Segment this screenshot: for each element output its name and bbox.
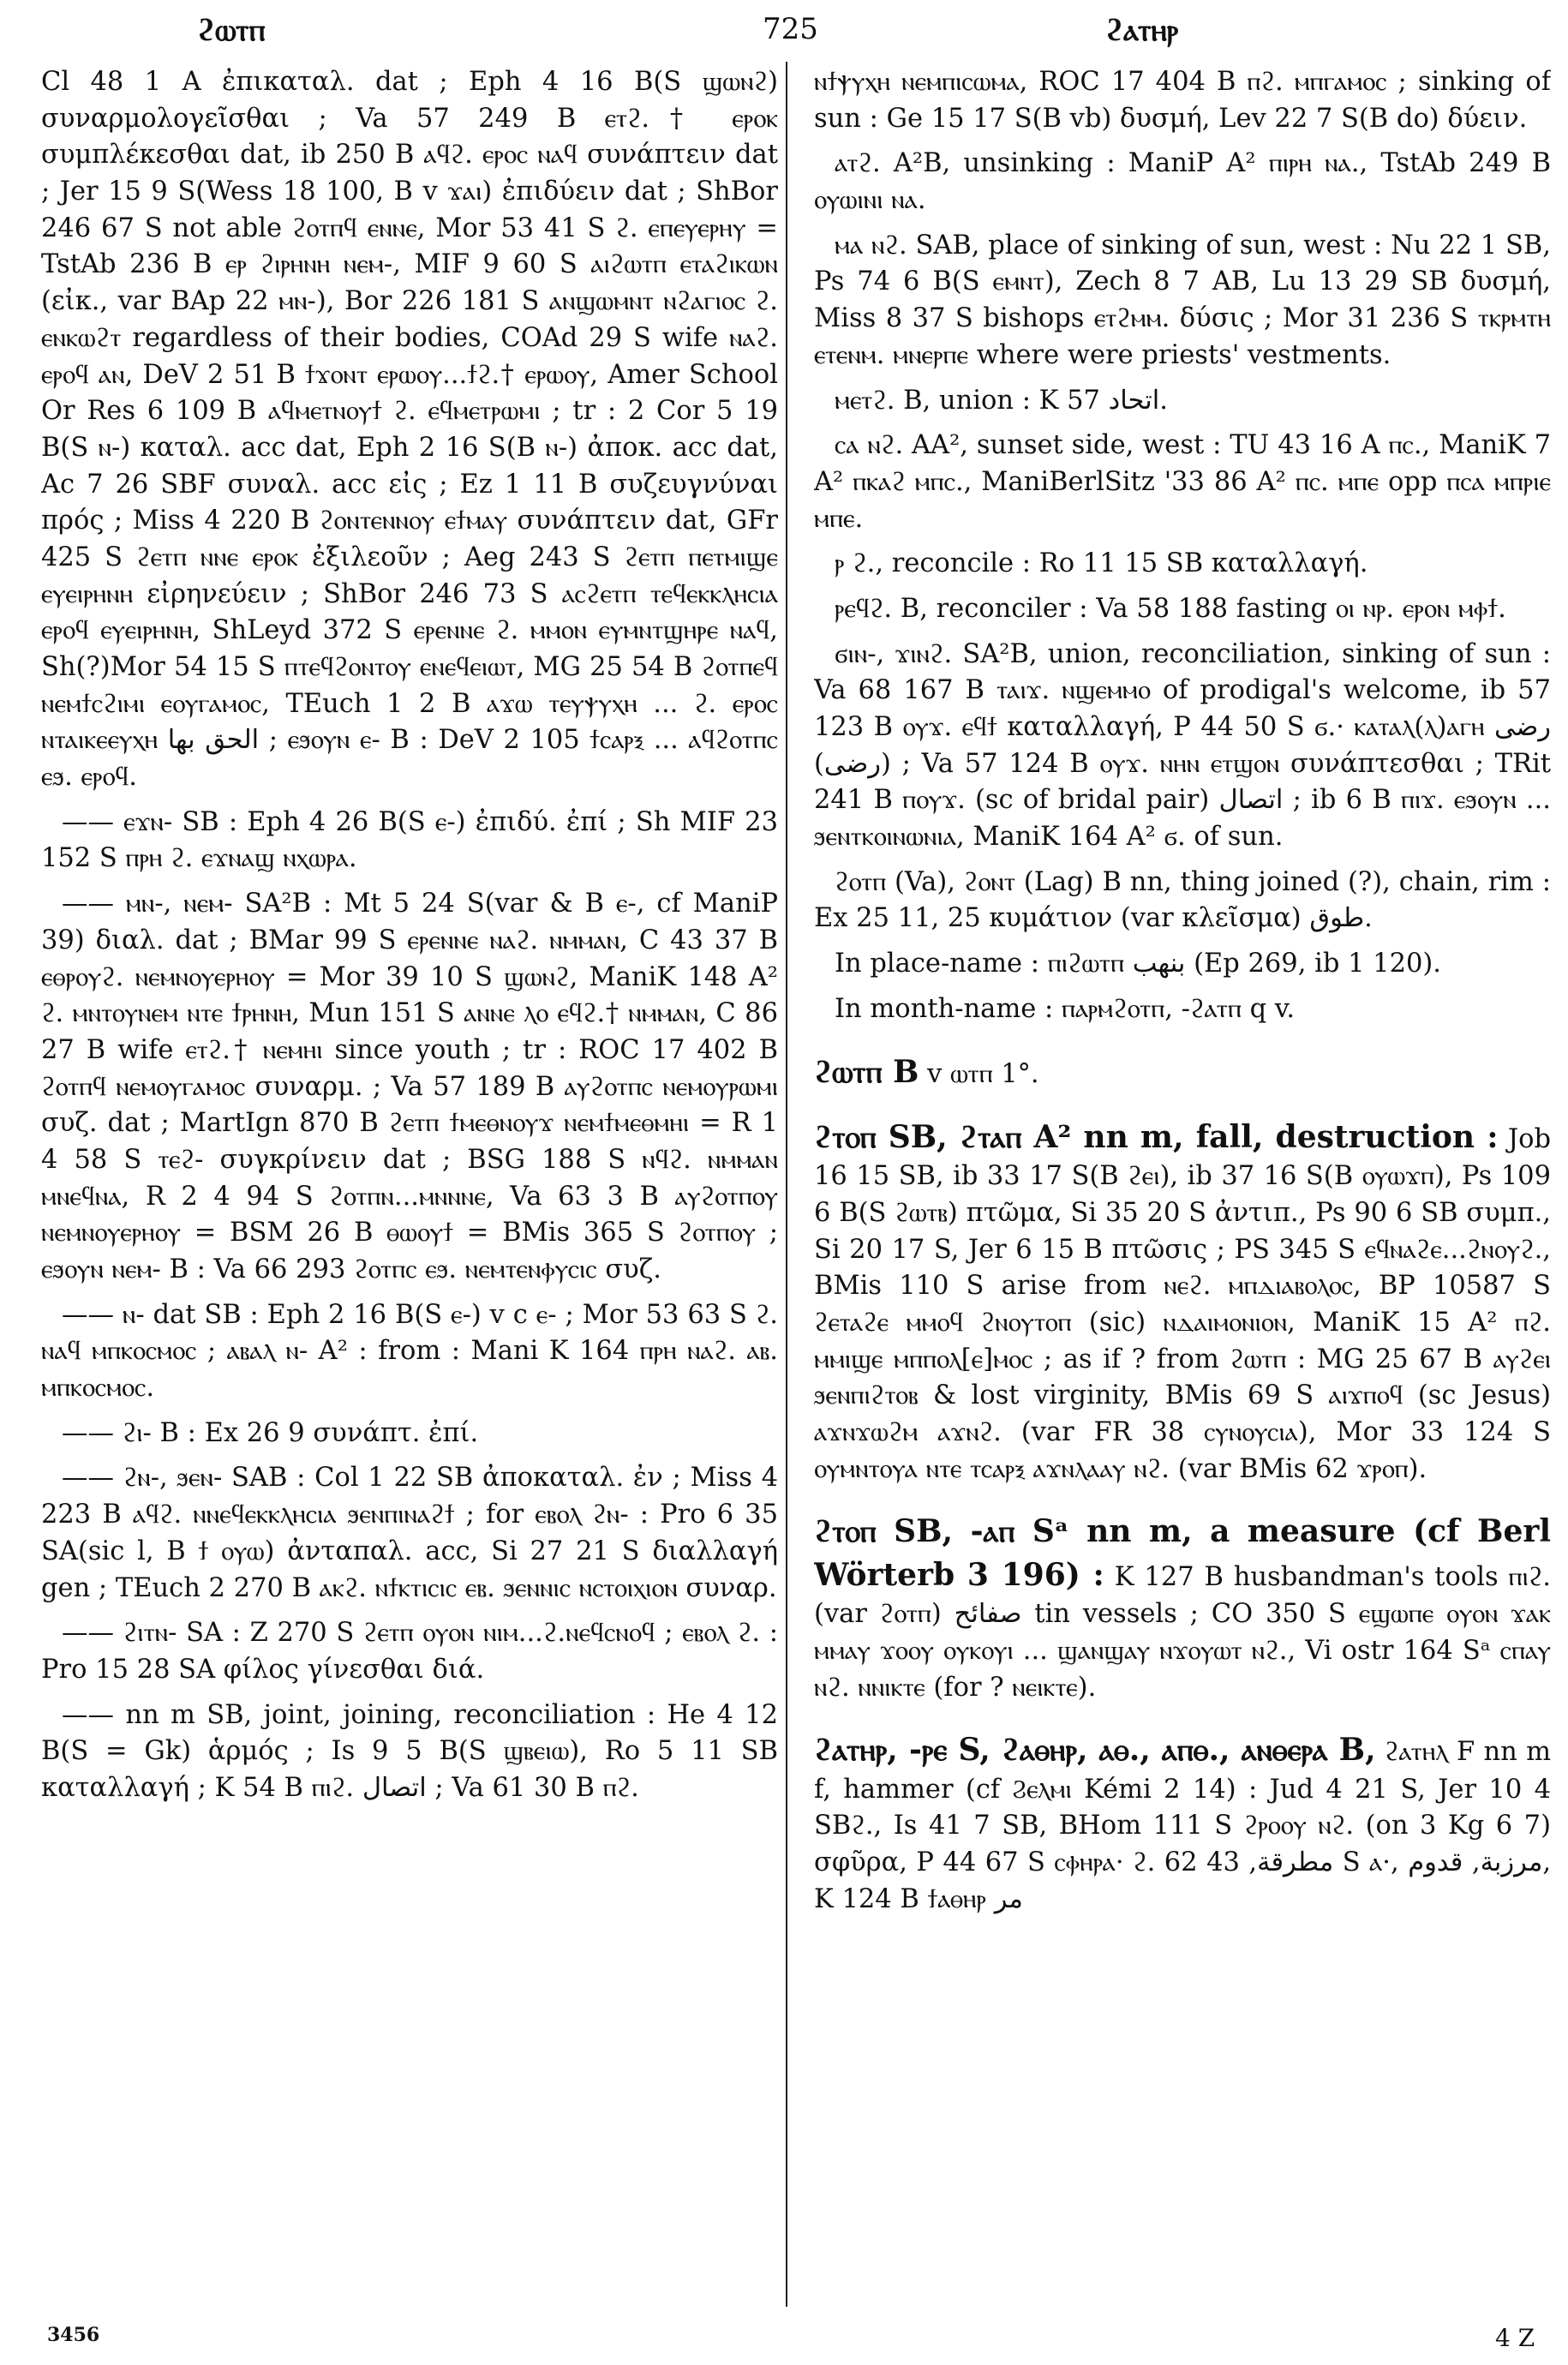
lemma-text: ϩⲁⲧⲏⲗ F nn m f, hammer (cf Ϩⲉⲗⲙⲓ Kémi 2 14) : Jud 4 21 S, Jer 10 4 SBϩ., Is 41 7 SB, BHom 111 S ϩⲣⲟⲟⲩ ⲛϩ. (on 3 Kg 6 7) σφῦρα, P 44 67 S ⲥⲫⲏⲣⲁ· ϩ. مطرقة, 43 62 S ⲁ·, مرزبة, قدوم, K 124 B ϯⲁⲑⲏⲣ مر	[814, 1737, 1551, 1914]
entry-paragraph: ϩⲟⲧⲡ (Va), ϩⲟⲛⲧ (Lag) B nn, thing joined (?), chain, rim : Ex 25 11, 25 κυμάτιον (var κλεῖσμα) طوق.	[814, 866, 1551, 934]
running-head-right: ϩⲁⲧⲏⲣ	[1105, 12, 1179, 48]
footer-signature-mark: 4 Z	[1495, 2324, 1535, 2352]
entry-paragraph: —— ⲛ- dat SB : Eph 2 16 B(S ⲉ-) v c ⲉ- ; Mor 53 63 S ϩ. ⲛⲁϥ ⲙⲡⲕⲟⲥⲙⲟⲥ ; ⲁⲃⲁⲗ ⲛ- A² : from : Mani K 164 ⲡⲣⲏ ⲛⲁϩ. ⲁⲃ. ⲙⲡⲕⲟⲥⲙⲟⲥ.	[41, 1299, 778, 1404]
entry-paragraph: —— ⲉϫⲛ- SB : Eph 4 26 B(S ⲉ-) ἐπιδύ. ἐπί ; Sh MIF 23 152 S ⲡⲣⲏ ϩ. ⲉϫⲛⲁϣ ⲛⲭⲱⲣⲁ.	[41, 806, 778, 874]
lemma-headword: ϩⲧⲟⲡ SB, ϩⲧⲁⲡ A² nn m, fall, destruction :	[814, 1118, 1499, 1155]
entry-paragraph: Cl 48 1 A ἐπικαταλ. dat ; Eph 4 16 B(S ϣⲱⲛϩ) συναρμολογεῖσθαι ; Va 57 249 B ⲉⲧϩ.† ⲉⲣⲟⲕ συμπλέκεσθαι dat, ib 250 B ⲁϥϩ. ⲉⲣⲟⲥ ⲛⲁϥ συνάπτειν dat ; Jer 15 9 S(Wess 18 100, B v ϫⲁⲓ) ἐπιδύειν dat ; ShBor 246 67 S not able ϩⲟⲧⲡϥ ⲉⲛⲛⲉ, Mor 53 41 S ϩ. ⲉⲡⲉⲩⲉⲣⲏⲩ = TstAb 236 B ⲉⲣ ϩⲓⲣⲏⲛⲏ ⲛⲉⲙ-, MIF 9 60 S ⲁⲓϩⲱⲧⲡ ⲉⲧⲁϩⲓⲕⲱⲛ (εἰκ., var BAp 22 ⲙⲛ-), Bor 226 181 S ⲁⲛϣⲱⲙⲛⲧ ⲛϩⲁⲅⲓⲟⲥ ϩ. ⲉⲛⲕⲱϩⲧ regardless of their bodies, COAd 29 S wife ⲛⲁϩ. ⲉⲣⲟϥ ⲁⲛ, DeV 2 51 B ϯϫⲟⲛⲧ ⲉⲣⲱⲟⲩ...ϯϩ.† ⲉⲣⲱⲟⲩ, Amer School Or Res 6 109 B ⲁϥⲙⲉⲧⲛⲟⲩϯ ϩ. ⲉϥⲙⲉⲧⲣⲱⲙⲓ ; tr : 2 Cor 5 19 B(S ⲛ-) καταλ. acc dat, Eph 2 16 S(B ⲛ-) ἀποκ. acc dat, Ac 7 26 SBF συναλ. acc εἰς ; Ez 1 11 B συζευγνύναι πρός ; Miss 4 220 B ϩⲟⲛⲧⲉⲛⲛⲟⲩ ⲉϯⲙⲁⲩ συνάπτειν dat, GFr 425 S ϩⲉⲧⲡ ⲛⲛⲉ ⲉⲣⲟⲕ ἐξιλεοῦν ; Aeg 243 S ϩⲉⲧⲡ ⲡⲉⲧⲙⲓϣⲉ ⲉⲩⲉⲓⲣⲏⲛⲏ εἰρηνεύειν ; ShBor 246 73 S ⲁⲥϩⲉⲧⲡ ⲧⲉϥⲉⲕⲕⲗⲏⲥⲓⲁ ⲉⲣⲟϥ ⲉⲩⲉⲓⲣⲏⲛⲏ, ShLeyd 372 S ⲉⲣⲉⲛⲛⲉ ϩ. ⲙⲙⲟⲛ ⲉⲩⲙⲛⲧϣⲏⲣⲉ ⲛⲁϥ, Sh(?)Mor 54 15 S ⲡⲧⲉϥϩⲟⲛⲧⲟⲩ ⲉⲛⲉϥⲉⲓⲱⲧ, MG 25 54 B ϩⲟⲧⲡⲉϥ ⲛⲉⲙϯⲥϩⲓⲙⲓ ⲉⲟⲩⲅⲁⲙⲟⲥ, TEuch 1 2 B ⲁϫⲱ ⲧⲉⲩⲯⲩⲭⲏ ... ϩ. ⲉⲣⲟⲥ ⲛⲧⲁⲓⲕⲉⲉⲩⲭⲏ الحق بها ; ⲉϧⲟⲩⲛ ⲉ- B : DeV 2 105 ϯⲥⲁⲣⲝ ... ⲁϥϩⲟⲧⲡⲥ ⲉϧ. ⲉⲣⲟϥ.	[41, 67, 778, 793]
entry-paragraph: ϭⲓⲛ-, ϫⲓⲛϩ. SA²B, union, reconciliation, sinking of sun : Va 68 167 B ⲧⲁⲓϫ. ⲛϣⲉⲙⲙⲟ of prodigal's welcome, ib 57 123 B ⲟⲩϫ. ⲉϥϯ καταλλαγή, P 44 50 S ϭ.· ⲕⲁⲧⲁⲗ(ⲗ)ⲁⲅⲏ رضى (رضى) ; Va 57 124 B ⲟⲩϫ. ⲛⲏⲛ ⲉⲧϣⲟⲛ συνάπτεσθαι ; TRit 241 B ⲡⲟⲩϫ. (sc of bridal pair) اتصال ; ib 6 B ⲡⲓϫ. ⲉϧⲟⲩⲛ ... ϧⲉⲛⲧⲕⲟⲓⲛⲱⲛⲓⲁ, ManiK 164 A² ϭ. of sun.	[814, 638, 1551, 853]
right-column	[814, 64, 1551, 2292]
entry-paragraph: —— ϩⲓ- B : Ex 26 9 συνάπτ. ἐπί.	[62, 1417, 479, 1448]
lemma-text: Job 16 15 SB, ib 33 17 S(B ϩⲉⲓ), ib 37 16 S(B ⲟⲩⲱϫⲡ), Ps 109 6 B(S ϩⲱⲧⲃ) πτῶμα, Si 35 20 S ἀντιπ., Ps 90 6 SB συμπ., Si 20 17 S, Jer 6 15 B πτῶσις ; PS 345 S ⲉϥⲛⲁϩⲉ...ϩⲛⲟⲩϩ., BMis 110 S arise from ⲛⲉϩ. ⲙⲡⲇⲓⲁⲃⲟⲗⲟⲥ, BP 10587 S ϩⲉⲧⲁϩⲉ ⲙⲙⲟϥ ϩⲛⲟⲩⲧⲟⲡ (sic) ⲛⲇⲁⲓⲙⲟⲛⲓⲟⲛ, ManiK 15 A² ⲡϩ. ⲙⲙⲓϣⲉ ⲙⲡⲡⲟⲗ[ⲉ]ⲙⲟⲥ ; as if ? from ϩⲱⲧⲡ : MG 25 67 B ⲁⲩϩⲉⲓ ϧⲉⲛⲡⲓϩⲧⲟⲃ & lost virginity, BMis 69 S ⲁⲓϫⲡⲟϥ (sc Jesus) ⲁϫⲛϫⲱϩⲙ ⲁϫⲛϩ. (var FR 38 ⲥⲩⲛⲟⲩⲥⲓⲁ), Mor 33 124 S ⲟⲩⲙⲛⲧⲟⲩⲁ ⲛⲧⲉ ⲧⲥⲁⲣⲝ ⲁϫⲛⲗⲁⲁⲩ ⲛϩ. (var BMis 62 ϫⲣⲟⲡ).	[814, 1123, 1551, 1484]
left-column	[41, 64, 778, 2292]
entry-paragraph: In place-name : ⲡⲓϩⲱⲧⲡ بنهب (Ep 269, ib 1 120).	[835, 949, 1441, 979]
lemma-hotp-b	[814, 1051, 1551, 1093]
page-number: 725	[763, 12, 818, 46]
entry-paragraph: —— ϩⲛ-, ϧⲉⲛ- SAB : Col 1 22 SB ἀποκαταλ. ἐν ; Miss 4 223 B ⲁϥϩ. ⲛⲛⲉϥⲉⲕⲕⲗⲏⲥⲓⲁ ϧⲉⲛⲡⲓⲛⲁϩϯ ; for ⲉⲃⲟⲗ ϩⲛ- : Pro 6 35 SA(sic l, B ϯ ⲟⲩⲱ) ἀνταπαλ. acc, Si 27 21 S διαλλαγή gen ; TEuch 2 270 B ⲁⲕϩ. ⲛϯⲕⲧⲓⲥⲓⲥ ⲉⲃ. ϧⲉⲛⲛⲓⲥ ⲛⲥⲧⲟⲓⲭⲓⲟⲛ συναρ.	[41, 1463, 778, 1603]
entry-paragraph: ⲙⲁ ⲛϩ. SAB, place of sinking of sun, west : Nu 22 1 SB, Ps 74 6 B(S ⲉⲙⲛⲧ), Zech 8 7 AB, Lu 13 29 SB δυσμή, Miss 8 37 S bishops ⲉⲧϩⲙⲙ. δύσις ; Mor 31 236 S ⲧⲕⲣⲙⲧⲏ ⲉⲧⲉⲛⲙ. ⲙⲛⲉⲣⲡⲉ where were priests' vestments.	[814, 230, 1551, 370]
lemma-htop	[814, 1116, 1551, 1488]
lemma-headword: ϩⲁⲧⲏⲣ, -ⲣⲉ S, ϩⲁⲑⲏⲣ, ⲁⲑ., ⲁⲡⲑ., ⲁⲛⲑⲉⲣⲁ B,	[814, 1732, 1376, 1769]
entry-paragraph: ⲁⲧϩ. A²B, unsinking : ManiP A² ⲡⲓⲣⲏ ⲛⲁ., TstAb 249 B ⲟⲩⲱⲓⲛⲓ ⲛⲁ.	[814, 148, 1551, 216]
entry-paragraph: ⲛϯⲯⲩⲭⲏ ⲛⲉⲙⲡⲓⲥⲱⲙⲁ, ROC 17 404 B ⲡϩ. ⲙⲡⲅⲁⲙⲟⲥ ; sinking of sun : Ge 15 17 S(B vb) δυσμή, Lev 22 7 S(B do) δύειν.	[814, 67, 1551, 134]
lemma-text: v ⲱⲧⲡ 1°.	[927, 1058, 1039, 1089]
entry-paragraph: ⲣⲉϥϩ. B, reconciler : Va 58 188 fasting ⲟⲓ ⲛⲣ. ⲉⲣⲟⲛ ⲙⲫϯ.	[835, 593, 1506, 624]
lemma-hater	[814, 1728, 1551, 1918]
lemma-text: K 127 B husbandman's tools ⲡⲓϩ. (var ϩⲟⲧⲡ) صفائح tin vessels ; CO 350 S ⲉϣⲱⲡⲉ ⲟⲩⲟⲛ ϫⲁⲕ ⲙⲙⲁⲩ ϫⲟⲟⲩ ⲟⲩⲕⲟⲩⲓ ... ϣⲁⲛϣⲁⲩ ⲛϫⲟⲩⲱⲧ ⲛϩ., Vi ostr 164 Sᵃ ⲥⲡⲁⲩ ⲛϩ. ⲛⲛⲓⲕⲧⲉ (for ? ⲛⲉⲓⲕⲧⲉ).	[814, 1561, 1551, 1703]
column-divider	[786, 62, 787, 2307]
running-head-left: ϩⲱⲧⲡ	[197, 12, 266, 48]
lemma-htop-measure	[814, 1510, 1551, 1706]
entry-paragraph: ⲣ ϩ., reconcile : Ro 11 15 SB καταλλαγή.	[835, 548, 1368, 579]
lemma-headword: ϩⲱⲧⲡ B	[814, 1053, 919, 1090]
entry-paragraph: In month-name : ⲡⲁⲣⲙϩⲟⲧⲡ, -ϩⲁⲧⲡ q v.	[835, 993, 1296, 1024]
entry-paragraph: ⲙⲉⲧϩ. B, union : K 57 اتحاد.	[835, 385, 1168, 416]
entry-paragraph: —— ⲙⲛ-, ⲛⲉⲙ- SA²B : Mt 5 24 S(var & B ⲉ-, cf ManiP 39) διαλ. dat ; BMar 99 S ⲉⲣⲉⲛⲛⲉ ⲛⲁϩ. ⲛⲙⲙⲁⲛ, C 43 37 B ⲉⲑⲣⲟⲩϩ. ⲛⲉⲙⲛⲟⲩⲉⲣⲏⲟⲩ = Mor 39 10 S ϣⲱⲛϩ, ManiK 148 A² ϩ. ⲙⲛⲧⲟⲩⲛⲉⲙ ⲛⲧⲉ ϯⲣⲏⲛⲏ, Mun 151 S ⲁⲛⲛⲉ ⲗⲟ ⲉϥϩ.† ⲛⲙⲙⲁⲛ, C 86 27 B wife ⲉⲧϩ.† ⲛⲉⲙⲏⲓ since youth ; tr : ROC 17 402 B ϩⲟⲧⲡϥ ⲛⲉⲙⲟⲩⲅⲁⲙⲟⲥ συναρμ. ; Va 57 189 B ⲁⲩϩⲟⲧⲡⲥ ⲛⲉⲙⲟⲩⲣⲱⲙⲓ συζ. dat ; MartIgn 870 B ϩⲉⲧⲡ ϯⲙⲉⲑⲛⲟⲩϫ ⲛⲉⲙϯⲙⲉⲑⲙⲏⲓ = R 1 4 58 S ⲧⲉϩ- συγκρίνειν dat ; BSG 188 S ⲛϥϩ. ⲛⲙⲙⲁⲛ ⲙⲛⲉϥⲛⲁ, R 2 4 94 S ϩⲟⲧⲡⲛ...ⲙⲛⲛⲛⲉ, Va 63 3 B ⲁⲩϩⲟⲧⲡⲟⲩ ⲛⲉⲙⲛⲟⲩⲉⲣⲏⲟⲩ = BSM 26 B ⲑⲱⲟⲩϯ = BMis 365 S ϩⲟⲧⲡⲟⲩ ; ⲉϧⲟⲩⲛ ⲛⲉⲙ- B : Va 66 293 ϩⲟⲧⲡⲥ ⲉϧ. ⲛⲉⲙⲧⲉⲛⲫⲩⲥⲓⲥ συζ.	[41, 889, 778, 1284]
entry-paragraph: ⲥⲁ ⲛϩ. AA², sunset side, west : TU 43 16 A ⲡⲥ., ManiK 7 A² ⲡⲕⲁϩ ⲙⲡⲥ., ManiBerlSitz '33 86 A² ⲡⲥ. ⲙⲡⲉ opp ⲡⲥⲁ ⲙⲡⲣⲓⲉ ⲙⲡⲉ.	[814, 430, 1551, 534]
footer-print-code: 3456	[47, 2324, 100, 2346]
lemma-headword: ϩⲧⲟⲡ SB, -ⲁⲡ Sᵃ nn m, a measure (cf Berl Wörterb 3 196) :	[814, 1513, 1551, 1593]
entry-paragraph: —— nn m SB, joint, joining, reconciliation : He 4 12 B(S = Gk) ἁρμός ; Is 9 5 B(S ϣⲃⲉⲓⲱ), Ro 5 11 SB καταλλαγή ; K 54 B ⲡⲓϩ. اتصال ; Va 61 30 B ⲡϩ.	[41, 1699, 778, 1803]
entry-paragraph: —— ϩⲓⲧⲛ- SA : Z 270 S ϩⲉⲧⲡ ⲟⲩⲟⲛ ⲛⲓⲙ...ϩ.ⲛⲉϥⲥⲛⲟϥ ; ⲉⲃⲟⲗ ϩ. : Pro 15 28 SA φίλος γίνεσθαι διά.	[41, 1618, 778, 1685]
